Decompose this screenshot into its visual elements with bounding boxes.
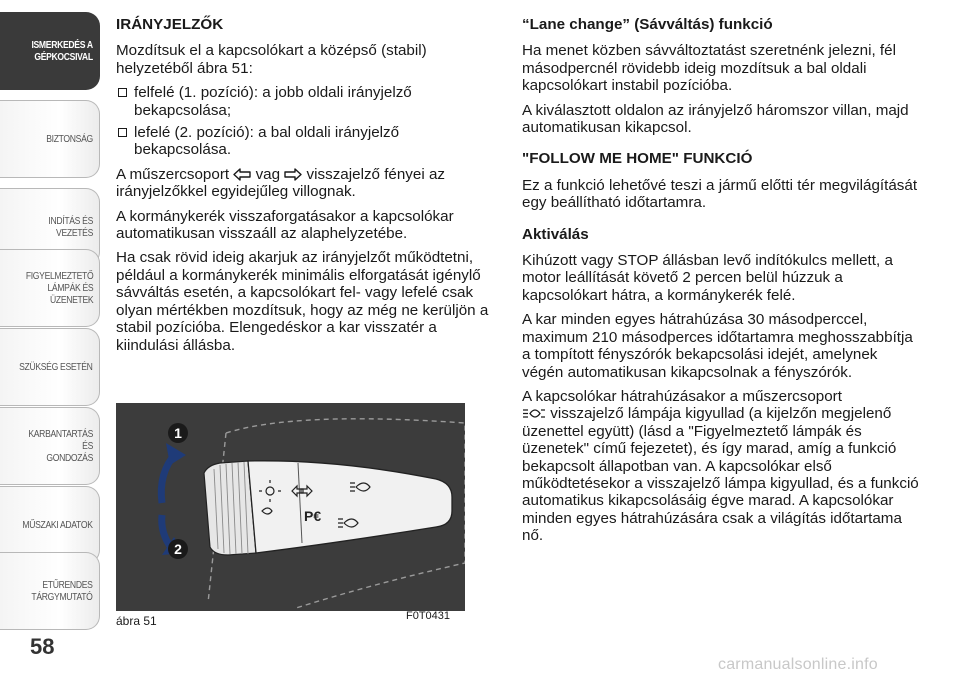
tab-label: KARBANTARTÁS ÉS GONDOZÁS (28, 428, 93, 464)
tab-label: SZÜKSÉG ESETÉN (19, 361, 93, 373)
section-heading-lane-change: “Lane change” (Sávváltás) funkció (522, 16, 773, 33)
checkbox-bullet-icon (118, 128, 127, 137)
section-heading-turn-signals: IRÁNYJELZŐK (116, 16, 224, 33)
tab-index[interactable] (0, 552, 100, 630)
list-item-text: lefelé (2. pozíció): a bal oldali irányjelző bekapcsolása. (134, 124, 400, 159)
figure-caption (116, 610, 476, 628)
activation-paragraph-3 (522, 388, 922, 545)
activation-paragraph-2: A kar minden egyes hátrahúzása 30 másodperccel, maximum 210 másodperces időtartamra meghosszabbítja a tompított fényszórók bekapcsolási idejét, amelynek végén automatikusan kikapcsolnak a fényszórók. (522, 311, 913, 381)
lane-paragraph-2: A kiválasztott oldalon az irányjelző háromszor villan, majd automatikusan kikapcsol. (522, 101, 909, 137)
right-column (522, 16, 922, 552)
tab-safety[interactable] (0, 100, 100, 178)
page-number: 58 (30, 634, 55, 659)
tab-label: MŰSZAKI ADATOK (22, 519, 93, 531)
list-item-text: felfelé (1. pozíció): a jobb oldali irányjelző bekapcsolása; (134, 84, 412, 119)
activation-paragraph-1: Kihúzott vagy STOP állásban levő indítókulcs mellett, a motor leállítását követő 2 percen belül húzzuk a kapcsolókart hátra, a kormánykerék felé. (522, 252, 893, 304)
figure-stalk-illustration (116, 403, 465, 611)
tab-label: FIGYELMEZTETŐ LÁMPÁK ÉS ÜZENETEK (25, 270, 93, 306)
stalk-drawing (116, 403, 465, 611)
watermark: carmanualsonline.info (718, 656, 878, 673)
indicator-paragraph (116, 166, 496, 201)
checkbox-bullet-icon (118, 88, 127, 97)
text-fragment: visszajelző fényei az irányjelzőkkel egyidejűleg villognak. (116, 165, 445, 201)
short-use-paragraph: Ha csak rövid ideig akarjuk az irányjelzőt működtetni, például a kormánykerék minimális elforgatását igénylő sávváltás esetén, a kapcsolókart fel- vagy lefelé csak olyan mértékben mozdítsuk, hogy az még ne kerüljön a stabil pozícióba. Elengedéskor a kar visszatér a kiindulási állásba. (116, 249, 489, 354)
return-paragraph: A kormánykerék visszaforgatásakor a kapcsolókar automatikusan visszaáll az alaphelyzetébe. (116, 207, 454, 243)
caption-label: ábra 51 (116, 614, 157, 628)
position-list (116, 84, 496, 159)
right-arrow-indicator-icon (284, 168, 302, 181)
list-item (116, 84, 496, 119)
text-fragment: A kapcsolókar hátrahúzásakor a műszercsoport (522, 387, 842, 405)
text-fragment: visszajelző lámpája kigyullad (a kijelzőn megjelenő üzenettel együtt) (lásd a "Figyelmeztető lámpák és üzenetek" című fejezetet), és így marad, amíg a funkció bekapcsolt állapotban van. A kapcsolókar első működtetésekor a visszajelző lámpa kigyullad, és a funkció automatikus kikapcsolásáig égve marad. A kapcsolókar minden egyes hátrahúzására csak a világítás időtartama nő. (522, 405, 919, 545)
tab-warning-lights[interactable] (0, 249, 100, 327)
left-column (116, 16, 496, 361)
svg-text:P€: P€ (304, 508, 322, 524)
section-heading-follow-me-home: "FOLLOW ME HOME" FUNKCIÓ (522, 150, 753, 168)
tab-label: ISMERKEDÉS A GÉPKOCSIVAL (31, 39, 93, 63)
follow-me-home-indicator-icon (522, 407, 546, 420)
lane-paragraph-1: Ha menet közben sávváltoztatást szeretnénk jelezni, fél másodpercnél rövidebb ideig mozdítsuk a bal oldali kapcsolókart instabil pozícióba. (522, 42, 896, 95)
text-fragment: A műszercsoport (116, 165, 230, 183)
tab-maintenance[interactable] (0, 407, 100, 485)
marker-1: 1 (174, 425, 182, 441)
list-item (116, 124, 496, 159)
section-heading-activation: Aktiválás (522, 225, 589, 243)
tab-label: BIZTONSÁG (46, 133, 93, 145)
tab-label: ETŰRENDES TÁRGYMUTATÓ (31, 579, 93, 603)
fmh-paragraph-1: Ez a funkció lehetővé teszi a jármű előtti tér megvilágítását egy beállítható időtartamra. (522, 176, 918, 212)
left-arrow-indicator-icon (233, 168, 251, 181)
tab-label: INDÍTÁS ÉS VEZETÉS (48, 215, 93, 239)
figure-code: F0T0431 (406, 610, 451, 622)
intro-paragraph: Mozdítsuk el a kapcsolókart a középső (stabil) helyzetéből ábra 51: (116, 42, 427, 77)
marker-2: 2 (174, 541, 182, 557)
text-fragment: vag (255, 165, 281, 183)
tab-emergency[interactable] (0, 328, 100, 406)
tab-getting-to-know[interactable] (0, 12, 100, 90)
